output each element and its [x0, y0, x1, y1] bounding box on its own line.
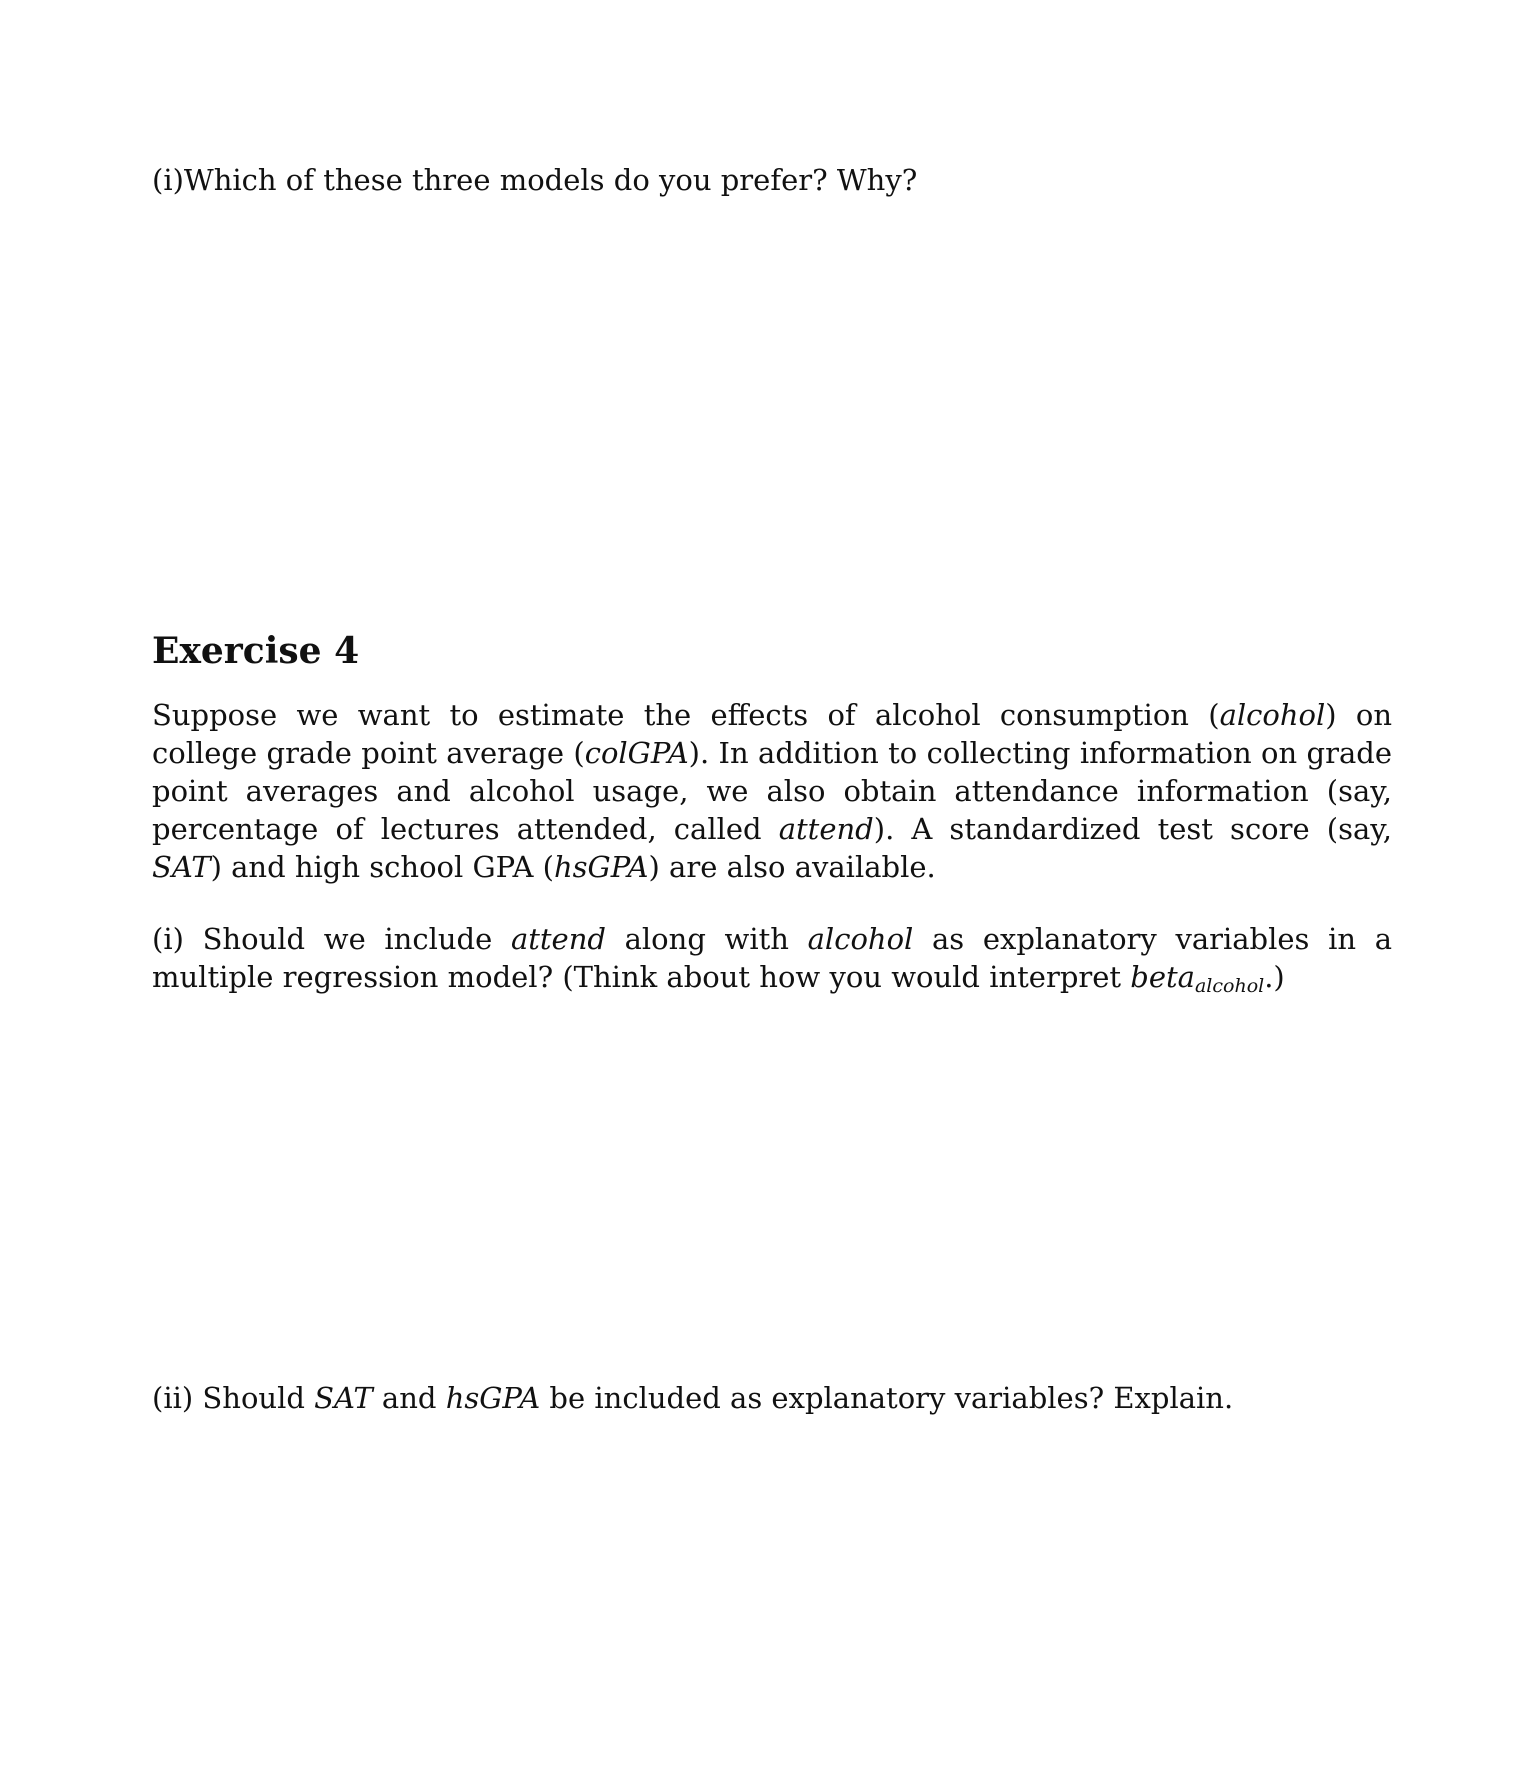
paragraph-text-3: ). In addition to collecting information on grade point averages and alcohol usage, we also obtain attendance information (say, percentage of lectures attended, called	[152, 736, 1392, 846]
var-colgpa: colGPA	[584, 736, 689, 770]
beta-subscript: alcohol	[1194, 975, 1265, 997]
paragraph-text-6: ) are also available.	[648, 850, 936, 884]
exercise-heading: Exercise 4	[152, 630, 360, 672]
question-i-text-3: as explanatory variables in a multiple regression model? (Think about how you would interpret	[152, 922, 1393, 994]
question-i-text-2: along with	[605, 922, 808, 956]
var-hsgpa: hsGPA	[445, 1381, 541, 1415]
question-ii-text-3: be included as explanatory variables? Explain.	[540, 1381, 1234, 1415]
exercise-paragraph	[152, 696, 1392, 886]
var-hsgpa: hsGPA	[553, 850, 649, 884]
var-sat: SAT	[314, 1381, 373, 1415]
paragraph-text-5: ) and high school GPA (	[210, 850, 554, 884]
var-alcohol: alcohol	[807, 922, 914, 956]
previous-question-text: (i)Which of these three models do you prefer? Why?	[152, 163, 918, 197]
paragraph-text-2: ) on college grade point average (	[152, 698, 1392, 770]
var-beta: beta	[1130, 960, 1195, 994]
question-ii-text-1: (ii) Should	[152, 1381, 315, 1415]
question-i	[152, 920, 1392, 996]
question-ii-text-2: and	[372, 1381, 446, 1415]
var-sat: SAT	[152, 850, 211, 884]
question-i-text-4: .)	[1264, 960, 1285, 994]
question-ii	[152, 1379, 1392, 1417]
paragraph-text-1: Suppose we want to estimate the effects of alcohol consumption (	[152, 698, 1220, 732]
previous-question	[152, 161, 1392, 199]
var-attend: attend	[510, 922, 606, 956]
var-alcohol: alcohol	[1219, 698, 1326, 732]
paragraph-text-4: ). A standardized test score (say,	[873, 812, 1393, 846]
var-attend: attend	[778, 812, 874, 846]
question-i-text-1: (i) Should we include	[152, 922, 511, 956]
